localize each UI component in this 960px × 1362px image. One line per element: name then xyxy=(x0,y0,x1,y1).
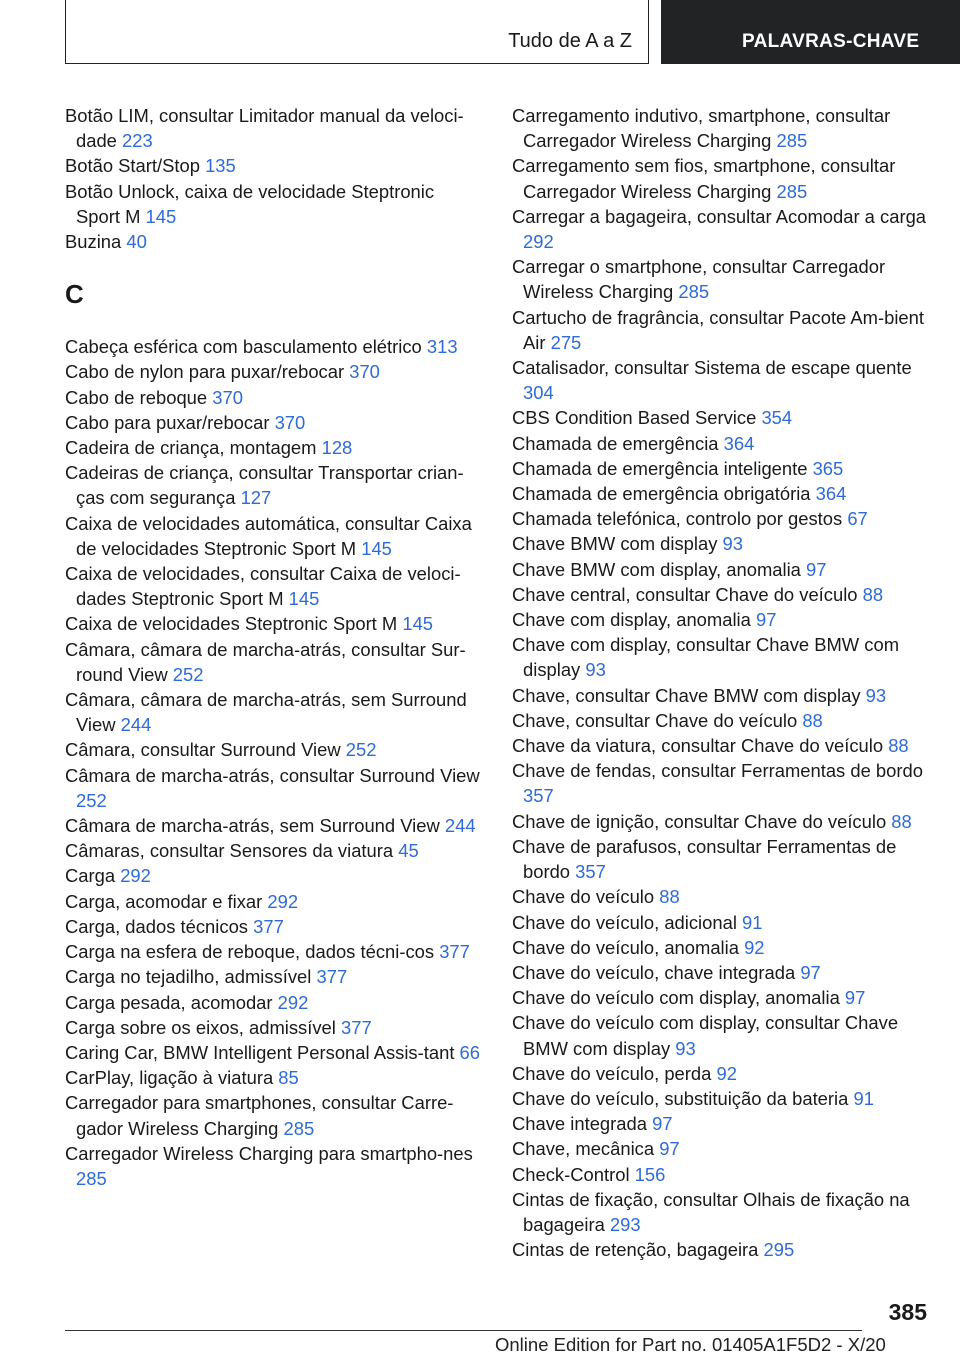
index-entry xyxy=(65,511,483,561)
index-entry-text: Cabo de nylon para puxar/rebocar xyxy=(65,361,350,383)
index-page-link[interactable]: 365 xyxy=(812,457,844,479)
index-entry xyxy=(512,809,932,834)
index-entry xyxy=(512,204,932,254)
index-page-link[interactable]: 93 xyxy=(675,1037,696,1059)
header-section-title: Tudo de A a Z xyxy=(508,30,632,52)
index-entry xyxy=(65,964,483,989)
index-page-link[interactable]: 292 xyxy=(120,865,151,887)
index-entry xyxy=(512,632,932,682)
index-page-link[interactable]: 244 xyxy=(444,815,476,837)
index-entry xyxy=(65,737,483,762)
index-entry-text: Cabeça esférica com basculamento elétrico xyxy=(65,336,427,358)
index-page-link[interactable]: 370 xyxy=(212,386,243,408)
index-column-left xyxy=(65,103,483,1191)
index-entry-text: Chamada de emergência xyxy=(512,432,724,454)
index-page-link[interactable]: 85 xyxy=(278,1067,299,1089)
index-entry-text: Cadeiras de criança, consultar Transportar crian-ças com segurança xyxy=(65,462,464,509)
index-page-link[interactable]: 97 xyxy=(806,558,827,580)
index-page-link[interactable]: 252 xyxy=(172,663,204,685)
index-entry-text: Câmara de marcha-atrás, consultar Surround View xyxy=(65,764,480,786)
index-page-link[interactable]: 252 xyxy=(345,739,377,761)
index-entry xyxy=(512,1111,932,1136)
header-chapter-title: PALAVRAS-CHAVE xyxy=(742,31,920,52)
index-entry-text: Carga, dados técnicos xyxy=(65,915,254,937)
index-entry xyxy=(65,990,483,1015)
index-page-link[interactable]: 92 xyxy=(744,936,765,958)
index-entry xyxy=(65,460,483,510)
index-entry xyxy=(65,1065,483,1090)
index-entry-text: Câmara de marcha-atrás, sem Surround View xyxy=(65,815,445,837)
index-entry-text: Cadeira de criança, montagem xyxy=(65,437,322,459)
index-page-link[interactable]: 370 xyxy=(349,361,380,383)
index-page-link[interactable]: 364 xyxy=(815,483,847,505)
index-entry-text: Chave do veículo, anomalia xyxy=(512,936,745,958)
index-page-link[interactable]: 145 xyxy=(145,205,177,227)
footer-divider xyxy=(65,1330,862,1331)
index-entry-text: Câmara, câmara de marcha-atrás, consultar Sur-round View xyxy=(65,638,466,685)
index-page-link[interactable]: 88 xyxy=(659,886,680,908)
index-page-link[interactable]: 313 xyxy=(426,336,458,358)
header-section-box xyxy=(65,0,649,64)
index-page-link[interactable]: 97 xyxy=(800,961,821,983)
index-page-link[interactable]: 92 xyxy=(716,1062,737,1084)
index-entry xyxy=(65,889,483,914)
index-entry xyxy=(65,763,483,813)
index-page-link[interactable]: 377 xyxy=(340,1016,372,1038)
index-entry xyxy=(512,1162,932,1187)
index-entry-text: Chave do veículo, adicional xyxy=(512,911,743,933)
index-page-link[interactable]: 97 xyxy=(659,1138,680,1160)
index-page-link[interactable]: 292 xyxy=(277,991,309,1013)
index-entry xyxy=(512,834,932,884)
index-page-link[interactable]: 156 xyxy=(634,1163,666,1185)
index-entry xyxy=(512,531,932,556)
index-page-link[interactable]: 293 xyxy=(609,1213,641,1235)
index-page-link[interactable]: 91 xyxy=(853,1087,874,1109)
index-entry-text: CBS Condition Based Service xyxy=(512,407,762,429)
index-page-link[interactable]: 223 xyxy=(122,130,153,152)
index-page-link[interactable]: 40 xyxy=(126,231,147,253)
index-entry-text: Chave com display, consultar Chave BMW com display xyxy=(512,634,900,681)
index-entry xyxy=(65,153,483,178)
index-page-link[interactable]: 285 xyxy=(776,180,808,202)
index-entry-text: Cabo para puxar/rebocar xyxy=(65,411,275,433)
index-entry xyxy=(512,355,932,405)
index-entry-text: Caixa de velocidades automática, consultar Caixa de velocidades Steptronic Sport M xyxy=(65,512,472,559)
index-entry-text: Carregar o smartphone, consultar Carregador Wireless Charging xyxy=(512,256,886,303)
index-entry xyxy=(512,607,932,632)
index-entry-text: Chave de ignição, consultar Chave do veículo xyxy=(512,810,892,832)
index-entry xyxy=(65,838,483,863)
index-entry-text: Chave do veículo xyxy=(512,886,660,908)
index-page-link[interactable]: 370 xyxy=(274,411,306,433)
index-entry xyxy=(65,561,483,611)
index-page-link[interactable]: 377 xyxy=(316,966,348,988)
index-entry xyxy=(65,939,483,964)
index-entry-text: Carga no tejadilho, admissível xyxy=(65,966,317,988)
index-page-link[interactable]: 285 xyxy=(776,130,808,152)
index-entry-text: Câmaras, consultar Sensores da viatura xyxy=(65,840,399,862)
index-entry xyxy=(65,813,483,838)
index-page-link[interactable]: 135 xyxy=(205,155,236,177)
index-entry xyxy=(512,884,932,909)
index-page-link[interactable]: 145 xyxy=(361,537,392,559)
index-entry-text: Câmara, câmara de marcha-atrás, sem Surround View xyxy=(65,689,467,736)
index-entry-text: Caixa de velocidades, consultar Caixa de veloci-dades Steptronic Sport M xyxy=(65,563,461,610)
index-entry-text: Carregamento indutivo, smartphone, consultar Carregador Wireless Charging xyxy=(512,105,891,152)
index-page-link[interactable]: 88 xyxy=(888,735,909,757)
index-entry-text: Carregar a bagageira, consultar Acomodar a carga xyxy=(512,205,927,227)
index-entry xyxy=(65,611,483,636)
index-entry-text: Chave BMW com display xyxy=(512,533,723,555)
index-entry-text: Cabo de reboque xyxy=(65,386,213,408)
index-entry-text: Chave do veículo com display, anomalia xyxy=(512,987,845,1009)
index-page-link[interactable]: 145 xyxy=(402,613,434,635)
index-page-link[interactable]: 285 xyxy=(76,1167,107,1189)
index-page-link[interactable]: 127 xyxy=(240,487,272,509)
index-entry xyxy=(65,1040,483,1065)
index-page-link[interactable]: 275 xyxy=(550,331,582,353)
index-page-link[interactable]: 377 xyxy=(253,915,284,937)
index-entry xyxy=(65,435,483,460)
index-page-link[interactable]: 128 xyxy=(321,437,353,459)
index-entry-text: Chave integrada xyxy=(512,1113,653,1135)
index-entry xyxy=(512,103,932,153)
index-entry xyxy=(512,305,932,355)
footer-edition: Online Edition for Part no. 01405A1F5D2 - X/20 xyxy=(495,1334,886,1355)
index-entry-text: Chave de parafusos, consultar Ferramentas de bordo xyxy=(512,835,897,883)
index-entry xyxy=(512,254,932,304)
index-page-link[interactable]: 145 xyxy=(288,588,320,610)
index-entry xyxy=(65,359,483,384)
index-page-link[interactable]: 377 xyxy=(439,941,470,963)
index-entry xyxy=(512,557,932,582)
index-page-link[interactable]: 357 xyxy=(575,861,606,883)
index-entry xyxy=(65,410,483,435)
index-entry-text: Botão Start/Stop xyxy=(65,155,206,177)
index-entry xyxy=(65,637,483,687)
index-entry-text: Botão Unlock, caixa de velocidade Steptronic Sport M xyxy=(65,180,435,227)
index-entry xyxy=(512,456,932,481)
index-entry xyxy=(512,582,932,607)
index-page-link[interactable]: 304 xyxy=(523,382,554,404)
index-entry xyxy=(65,863,483,888)
index-entry-text: Cartucho de fragrância, consultar Pacote Am-bient Air xyxy=(512,306,924,353)
index-entry xyxy=(65,334,483,359)
index-entry xyxy=(512,506,932,531)
index-page-link[interactable]: 292 xyxy=(523,231,554,253)
index-entry xyxy=(512,733,932,758)
index-entry-text: Chave do veículo, perda xyxy=(512,1062,717,1084)
index-entry-text: Caixa de velocidades Steptronic Sport M xyxy=(65,613,403,635)
index-entry-text: Cintas de retenção, bagageira xyxy=(512,1239,764,1261)
index-entry xyxy=(512,1010,932,1060)
index-entry xyxy=(512,431,932,456)
index-entry-text: Check-Control xyxy=(512,1163,635,1185)
index-column-right xyxy=(512,103,932,1262)
index-page-link[interactable]: 244 xyxy=(120,714,152,736)
index-entry xyxy=(512,758,932,808)
index-entry xyxy=(65,1090,483,1140)
index-entry-text: Chave, mecânica xyxy=(512,1138,660,1160)
index-entry xyxy=(512,1187,932,1237)
index-page-link[interactable]: 93 xyxy=(585,659,606,681)
index-entry-text: Carga pesada, acomodar xyxy=(65,991,278,1013)
index-entry-text: Chave BMW com display, anomalia xyxy=(512,558,807,580)
index-page-link[interactable]: 67 xyxy=(847,508,868,530)
index-entry xyxy=(65,179,483,229)
index-page-link[interactable]: 91 xyxy=(742,911,763,933)
index-entry-text: Chamada telefónica, controlo por gestos xyxy=(512,508,848,530)
index-page-link[interactable]: 364 xyxy=(723,432,755,454)
index-entry-text: Carregador para smartphones, consultar Carre-gador Wireless Charging xyxy=(65,1092,454,1139)
index-entry xyxy=(65,103,483,153)
index-page-link[interactable]: 93 xyxy=(722,533,744,555)
index-entry xyxy=(512,683,932,708)
index-page-link[interactable]: 292 xyxy=(267,890,299,912)
index-entry xyxy=(512,405,932,430)
index-page-link[interactable]: 354 xyxy=(761,407,793,429)
index-entry-text: Chave central, consultar Chave do veículo xyxy=(512,583,863,605)
index-entry-text: Cintas de fixação, consultar Olhais de fixação na bagageira xyxy=(512,1188,910,1235)
index-entry-text: Buzina xyxy=(65,231,127,253)
index-page-link[interactable]: 97 xyxy=(652,1113,673,1135)
index-entry-text: Carga, acomodar e fixar xyxy=(65,890,268,912)
index-entry xyxy=(512,708,932,733)
index-entry xyxy=(65,687,483,737)
index-entry-text: Carregamento sem fios, smartphone, consultar Carregador Wireless Charging xyxy=(512,155,896,202)
index-page-link[interactable]: 97 xyxy=(755,609,777,631)
index-entry xyxy=(512,1061,932,1086)
index-entry-text: CarPlay, ligação à viatura xyxy=(65,1067,279,1089)
index-letter-heading: C xyxy=(65,279,84,310)
index-page-link[interactable]: 252 xyxy=(76,789,107,811)
index-entry-text: Câmara, consultar Surround View xyxy=(65,739,346,761)
index-entry-text: Carga na esfera de reboque, dados técni-cos xyxy=(65,941,440,963)
index-entry xyxy=(512,960,932,985)
index-entry xyxy=(512,935,932,960)
index-entry-text: Chave de fendas, consultar Ferramentas de bordo xyxy=(512,760,923,782)
index-entry xyxy=(65,914,483,939)
index-entry-text: Caring Car, BMW Intelligent Personal Assis-tant xyxy=(65,1041,460,1063)
index-entry xyxy=(65,385,483,410)
index-page-link[interactable]: 357 xyxy=(523,785,554,807)
index-page-link[interactable]: 88 xyxy=(862,583,884,605)
index-page-link[interactable]: 66 xyxy=(459,1041,481,1063)
index-entry xyxy=(512,1237,932,1262)
header-chapter-tab[interactable] xyxy=(661,0,960,64)
index-entry xyxy=(512,985,932,1010)
index-entry-text: Chave, consultar Chave do veículo xyxy=(512,709,803,731)
index-page-link[interactable]: 93 xyxy=(865,684,887,706)
index-entry xyxy=(512,1086,932,1111)
index-entry xyxy=(512,910,932,935)
index-entry-text: Carga xyxy=(65,865,121,887)
index-entry xyxy=(65,1141,483,1191)
index-page-link[interactable]: 285 xyxy=(678,281,710,303)
index-page-link[interactable]: 88 xyxy=(802,709,823,731)
index-page-link[interactable]: 285 xyxy=(283,1117,315,1139)
index-entry-text: Chamada de emergência obrigatória xyxy=(512,483,816,505)
index-page-link[interactable]: 97 xyxy=(844,987,866,1009)
index-entry-text: Chave da viatura, consultar Chave do veículo xyxy=(512,735,889,757)
index-entry-text: Chamada de emergência inteligente xyxy=(512,457,813,479)
index-entry-text: Catalisador, consultar Sistema de escape quente xyxy=(512,357,912,379)
index-entry-text: Botão LIM, consultar Limitador manual da veloci-dade xyxy=(65,105,464,152)
index-entry-text: Carga sobre os eixos, admissível xyxy=(65,1016,341,1038)
index-entry xyxy=(512,481,932,506)
index-entry xyxy=(512,153,932,203)
index-entry xyxy=(65,1015,483,1040)
index-entry xyxy=(65,229,483,254)
index-entry-text: Chave do veículo com display, consultar Chave BMW com display xyxy=(512,1012,899,1059)
index-entry-text: Chave do veículo, substituição da bateria xyxy=(512,1087,854,1109)
index-page-link[interactable]: 295 xyxy=(763,1239,795,1261)
index-entry-text: Chave, consultar Chave BMW com display xyxy=(512,684,866,706)
index-entry-text: Chave com display, anomalia xyxy=(512,609,756,631)
index-entry xyxy=(512,1136,932,1161)
index-entry-text: Chave do veículo, chave integrada xyxy=(512,961,801,983)
index-page-link[interactable]: 45 xyxy=(398,840,419,862)
page-number: 385 xyxy=(888,1299,927,1325)
index-page-link[interactable]: 88 xyxy=(891,810,912,832)
index-entry-text: Carregador Wireless Charging para smartpho-nes xyxy=(65,1142,473,1164)
